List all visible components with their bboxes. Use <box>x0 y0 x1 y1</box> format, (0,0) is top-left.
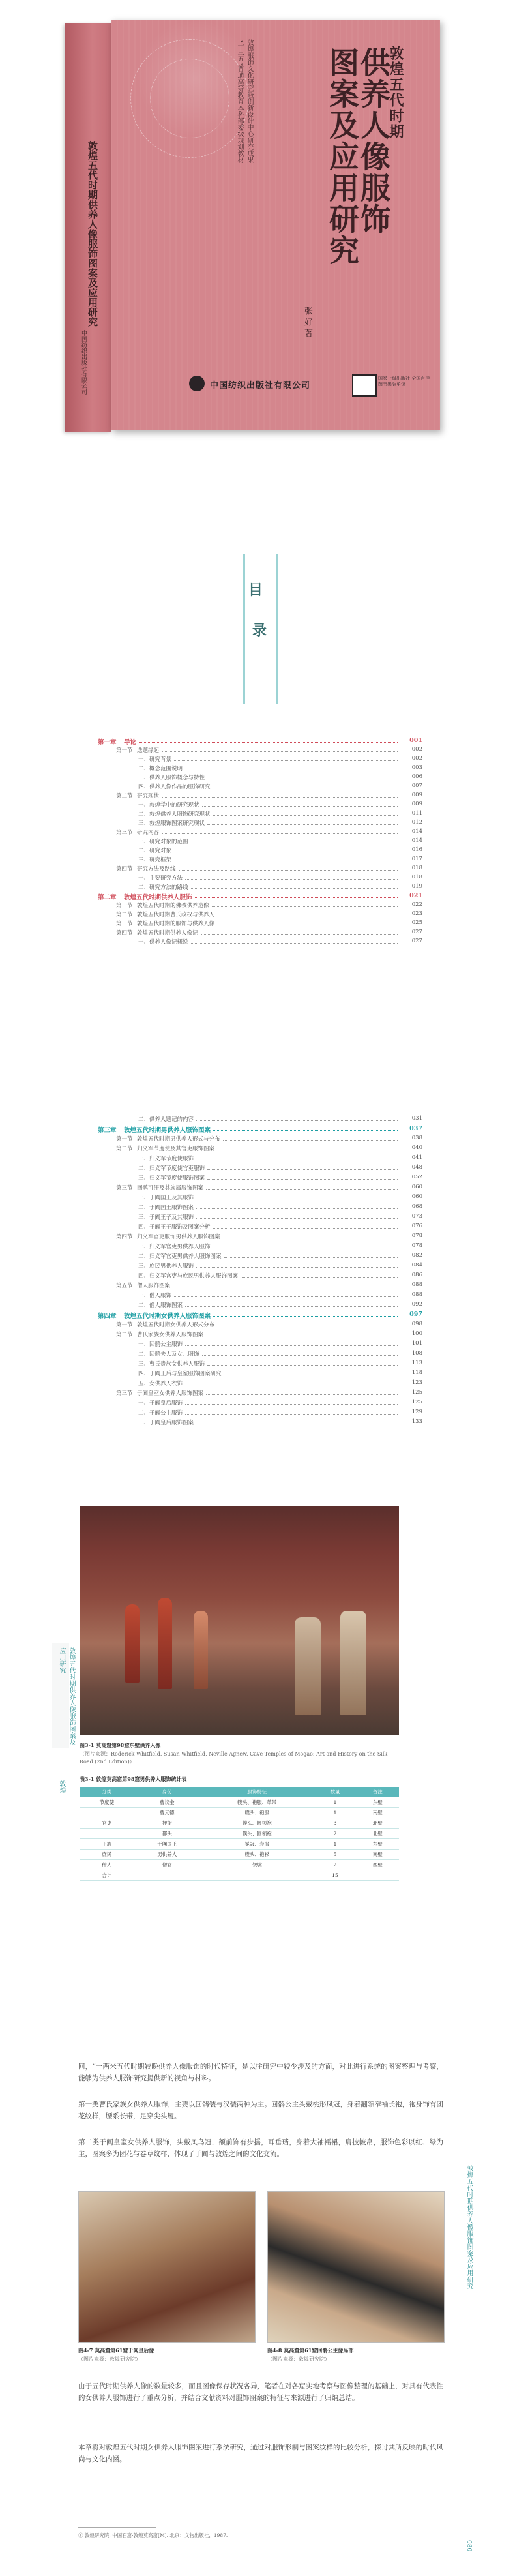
table-cell: 都头 <box>134 1829 200 1839</box>
toc-title: 二、回鹘夫人及女儿服饰 <box>138 1351 199 1358</box>
table-cell: 东壁 <box>357 1797 399 1808</box>
table-row <box>80 1808 399 1818</box>
toc-page: 068 <box>411 1203 422 1210</box>
table-cell: 2 <box>314 1829 356 1839</box>
toc-page: 027 <box>411 929 422 935</box>
toc-page: 006 <box>411 773 422 780</box>
toc-page: 027 <box>411 938 422 944</box>
cover-author: 张 好 著 <box>302 307 312 338</box>
toc-label: 第四节 <box>116 1234 133 1240</box>
toc-title: 敦煌五代时期供养人像记 <box>137 930 198 936</box>
toc-title: 三、研究框架 <box>138 857 172 863</box>
table-cell: 15 <box>314 1870 356 1881</box>
toc-page: 125 <box>411 1389 422 1396</box>
toc-title: 敦煌五代时期女供养人服饰图案 <box>124 1313 211 1320</box>
toc-title: 一、主要研究方法 <box>138 875 183 882</box>
toc-page: 098 <box>411 1321 422 1327</box>
toc-leader <box>185 1345 398 1347</box>
series-line-1: “十三五”普通高等教育本科部委级规划教材 <box>236 39 243 164</box>
page-sidebar <box>52 1643 75 1748</box>
table-cell <box>80 1808 134 1818</box>
table-row <box>80 1860 399 1870</box>
toc-title: 二、研究方法的路线 <box>138 884 188 891</box>
toc-leader <box>241 1277 398 1278</box>
toc-leader <box>223 1238 398 1239</box>
table-cell: 幞头、圆领袍 <box>200 1829 314 1839</box>
cover-title-main-1: 供养人像服饰 <box>356 47 391 235</box>
toc-page: 086 <box>411 1272 422 1278</box>
toc-leader <box>213 1316 398 1317</box>
toc-leader <box>174 760 398 762</box>
table-cell: 王族 <box>80 1839 134 1850</box>
toc-title: 二、于阗公主服饰 <box>138 1410 183 1416</box>
table-header-cell: 服饰特征 <box>200 1787 314 1797</box>
toc-label: 第二章 <box>98 894 117 901</box>
toc-leader <box>207 824 398 826</box>
toc-leader <box>207 1365 398 1366</box>
table-cell <box>200 1870 314 1881</box>
toc-leader <box>217 1326 398 1327</box>
toc-page: 108 <box>411 1350 422 1356</box>
toc-leader <box>191 943 398 944</box>
figure-b-caption: 图4-8 莫高窟第61窟回鹘公主像局部 <box>267 2347 354 2354</box>
toc-title: 二、供养人题记的内容 <box>138 1116 194 1123</box>
toc-leader <box>202 806 398 807</box>
toc-page-2 <box>98 1115 424 1480</box>
table-cell <box>80 1829 134 1839</box>
toc-title: 三、供养人服饰概念与特性 <box>138 775 205 781</box>
toc-leader <box>174 861 398 862</box>
toc-title: 敦煌五代时期曹氏政权与供养人 <box>137 912 215 918</box>
toc-page: 060 <box>411 1193 422 1200</box>
toc-leader <box>174 852 398 853</box>
photo-note: （图片来源：Roderick Whitfield. Susan Whitfield, Neville Agnew. Cave Temples of Mogao: Art and History on the Silk Road (2nd Edition)） <box>80 1751 388 1765</box>
toc-label: 第五节 <box>116 1283 133 1289</box>
table-cell: 1 <box>314 1808 356 1818</box>
toc-page: 021 <box>409 892 422 899</box>
toc-leader <box>185 770 398 771</box>
toc-page: 129 <box>411 1409 422 1415</box>
toc-title: 四、供养人像作品的服饰研究 <box>138 784 211 790</box>
toc-leader <box>196 1267 398 1268</box>
toc-leader <box>162 751 398 753</box>
toc-page: 082 <box>411 1252 422 1259</box>
figure-b-note: （图片来源：敦煌研究院） <box>267 2356 330 2362</box>
toc-title: 归义军官吏服饰男供养人服饰图案 <box>137 1234 220 1240</box>
toc-page: 002 <box>411 755 422 762</box>
toc-title: 二、于阗国王服饰图案 <box>138 1205 194 1211</box>
toc-label: 第一节 <box>116 1136 133 1143</box>
toc-label: 第三节 <box>116 1390 133 1397</box>
paragraph: 回，“一两米五代时期较晚供养人像服饰的时代特征，是以往研究中较少涉及的方面，对此进行系统的图案整理与考察，能够为供养人服饰研究提供新的视角与材料。 <box>78 2063 443 2082</box>
toc-page: 023 <box>411 910 422 917</box>
toc-heading-char-1: 目 <box>248 582 263 599</box>
toc-page: 088 <box>411 1291 422 1298</box>
toc-page: 125 <box>411 1399 422 1405</box>
toc-title: 回鹘可汗及其族属服饰图案 <box>137 1185 204 1191</box>
table-row <box>80 1850 399 1860</box>
toc-label: 第二节 <box>116 793 133 800</box>
toc-leader <box>207 1169 398 1171</box>
toc-page: 084 <box>411 1262 422 1268</box>
table-cell: 押衙 <box>134 1818 200 1829</box>
toc-heading <box>224 554 297 711</box>
paragraph: 第二类于阗皇室女供养人服饰，头戴凤鸟冠，额前饰有步摇，耳垂珰，身着大袖襦裙，肩披帔帛，服饰色彩以红、绿为主，图案多为团花与卷草纹样，体现了于阗与敦煌之间的文化交流。 <box>78 2138 443 2158</box>
toc-leader <box>213 1130 398 1131</box>
toc-page: 092 <box>411 1301 422 1308</box>
book-spine <box>65 23 111 432</box>
toc-title: 一、回鹘公主服饰 <box>138 1341 183 1348</box>
toc-page: 014 <box>411 837 422 844</box>
table-cell: 庶民 <box>80 1850 134 1860</box>
side-label-2: 敦煌 <box>58 1780 65 1793</box>
toc-label: 第二节 <box>116 1146 133 1152</box>
toc-title: 二、归义军节度使官吏服饰 <box>138 1165 205 1172</box>
toc-page: 001 <box>409 737 422 744</box>
toc-label: 第四节 <box>116 930 133 936</box>
table-row <box>80 1870 399 1881</box>
table-cell: 幞头、袍衫 <box>200 1850 314 1860</box>
table-cell: 曹议金 <box>134 1797 200 1808</box>
table-header-cell: 数量 <box>314 1787 356 1797</box>
toc-page: 018 <box>411 874 422 880</box>
toc-leader <box>206 1336 398 1337</box>
toc-page: 003 <box>411 764 422 771</box>
toc-title: 敦煌五代时期的佛教供养造像 <box>137 903 209 909</box>
toc-title: 一、敦煌学中的研究现状 <box>138 802 199 809</box>
side-label: 敦煌五代时期供养人像服饰图案及应用研究 <box>465 2165 473 2289</box>
toc-leader <box>213 1228 398 1229</box>
toc-page: 088 <box>411 1281 422 1288</box>
table-cell: 5 <box>314 1850 356 1860</box>
toc-title: 选题缘起 <box>137 747 160 754</box>
toc-leader <box>196 1424 398 1425</box>
toc-title: 二、僧人服饰图案 <box>138 1302 183 1309</box>
toc-leader <box>206 1394 398 1396</box>
toc-title: 研究内容 <box>137 830 160 836</box>
toc-page: 100 <box>411 1330 422 1337</box>
toc-leader <box>201 934 398 935</box>
toc-title: 四、于阗王后与皇室服饰图案研究 <box>138 1371 222 1377</box>
toc-page: 007 <box>411 783 422 789</box>
toc-title: 一、归义军节度使服饰 <box>138 1156 194 1162</box>
toc-page: 037 <box>409 1125 422 1132</box>
toc-title: 于阗皇室女供养人服饰图案 <box>137 1390 204 1397</box>
table-cell: 1 <box>314 1797 356 1808</box>
toc-page: 016 <box>411 846 422 853</box>
toc-title: 三、归义军节度使服饰图案 <box>138 1175 205 1182</box>
toc-leader <box>223 1140 398 1141</box>
toc-title: 研究方法及路线 <box>137 866 176 873</box>
mural-figure <box>194 1611 208 1689</box>
qr-code-icon <box>352 374 377 397</box>
toc-label: 第三章 <box>98 1127 117 1134</box>
publisher-name: 中国纺织出版社有限公司 <box>210 381 311 391</box>
toc-heading-char-2: 录 <box>252 622 267 639</box>
table-cell: 1 <box>314 1839 356 1850</box>
toc-title: 一、供养人像记概说 <box>138 939 188 946</box>
toc-leader <box>217 916 398 917</box>
toc-page: 019 <box>411 883 422 890</box>
toc-title: 五、女供养人衣饰 <box>138 1381 183 1387</box>
mural-figure <box>295 1617 321 1715</box>
toc-label: 第一节 <box>116 903 133 909</box>
book-cover <box>65 20 450 437</box>
toc-title: 敦煌五代时期男供养人服饰图案 <box>124 1127 211 1134</box>
toc-leader <box>185 1385 398 1386</box>
table-cell: 曹元德 <box>134 1808 200 1818</box>
toc-label: 第三节 <box>116 921 133 927</box>
toc-title: 敦煌五代时期女供养人形式分布 <box>137 1322 215 1328</box>
toc-page: 097 <box>409 1311 422 1318</box>
toc-page: 060 <box>411 1184 422 1190</box>
table-cell: 3 <box>314 1818 356 1829</box>
toc-title: 四、归义军宫吏与庶民男供养人服饰图案 <box>138 1273 239 1280</box>
publisher-logo-icon <box>189 376 205 391</box>
toc-leader <box>217 1150 398 1151</box>
toc-page: 041 <box>411 1154 422 1161</box>
cover-face <box>111 20 440 430</box>
publisher-bar <box>189 372 430 398</box>
toc-label: 第一节 <box>116 1322 133 1328</box>
toc-leader <box>213 815 398 816</box>
table-cell: 合计 <box>80 1870 134 1881</box>
toc-page: 113 <box>411 1360 422 1366</box>
table-title: 表3-1 敦煌莫高窟第98窟男供养人服饰统计表 <box>80 1776 187 1782</box>
toc-page: 101 <box>411 1340 422 1347</box>
figure-image-b <box>267 2191 445 2343</box>
cover-title-main-2: 图案及应用研究 <box>325 47 360 266</box>
toc-page: 048 <box>411 1164 422 1171</box>
toc-leader <box>224 1375 398 1376</box>
toc-page: 022 <box>411 901 422 908</box>
paragraph: 第一类曹氏家族女供养人服饰，主要以回鹘装与汉装两种为主。回鹘公主头戴桃形凤冠，身着翻领窄袖长袍，袍身饰有团花纹样，腰系长带，足穿尖头履。 <box>78 2101 443 2120</box>
toc-leader <box>196 1208 398 1210</box>
mural-figure <box>125 1604 140 1683</box>
toc-title: 四、于阗王子服饰及图案分析 <box>138 1224 211 1231</box>
toc-page: 040 <box>411 1145 422 1151</box>
toc-page: 078 <box>411 1242 422 1249</box>
toc-leader <box>196 1199 398 1200</box>
table-header-cell: 备注 <box>357 1787 399 1797</box>
paragraph: 由于五代时期供养人像的数量较多，而且图像保存状况各异，笔者在对各窟实地考察与图像整理的基础上，对具有代表性的女供养人服饰进行了重点分析，并结合文献资料对服饰图案的特征与来源进行了归纳总结。 <box>78 2382 443 2402</box>
table-cell: 节度使 <box>80 1797 134 1808</box>
toc-leader <box>206 1189 398 1190</box>
toc-label: 第二节 <box>116 1332 133 1338</box>
qr-text: 国家一级出版社 全国百佳图书出版单位 <box>378 376 430 387</box>
statistics-table <box>80 1787 399 1881</box>
footnote-rule <box>78 2527 156 2528</box>
toc-leader <box>224 1257 398 1259</box>
table-header-cell: 身份 <box>134 1787 200 1797</box>
toc-title: 一、研究背景 <box>138 756 172 763</box>
toc-page: 014 <box>411 828 422 835</box>
toc-title: 曹氏家族女供养人服饰图案 <box>137 1332 204 1338</box>
toc-label: 第三节 <box>116 1185 133 1191</box>
toc-leader <box>179 870 398 871</box>
toc-leader <box>213 1248 398 1249</box>
toc-label: 第一章 <box>98 739 117 746</box>
toc-leader <box>191 843 398 844</box>
toc-leader <box>202 1355 398 1356</box>
toc-leader <box>196 1160 398 1161</box>
toc-leader <box>139 742 398 743</box>
toc-leader <box>207 1179 398 1180</box>
toc-leader <box>212 906 398 908</box>
toc-label: 第三节 <box>116 830 133 836</box>
toc-page: 118 <box>411 1370 422 1376</box>
table-cell <box>357 1870 399 1881</box>
table-cell: 南壁 <box>357 1850 399 1860</box>
toc-title: 一、归义军官吏男供养人服饰 <box>138 1244 211 1250</box>
cover-title-top: 敦煌五代时期 <box>387 46 404 140</box>
table-cell: 男供养人 <box>134 1850 200 1860</box>
toc-title: 三、敦煌服饰图案研究现状 <box>138 820 205 827</box>
toc-page: 025 <box>411 920 422 926</box>
table-cell: 冕冠、衮服 <box>200 1839 314 1850</box>
table-cell: 官吏 <box>80 1818 134 1829</box>
side-label: 敦煌五代时期供养人像服饰图案及应用研究 <box>58 1647 75 1745</box>
table-cell: 北壁 <box>357 1829 399 1839</box>
toc-title: 导论 <box>124 739 137 746</box>
toc-title: 二、归义军官吏男供养人服饰图案 <box>138 1253 222 1260</box>
cover-ornament-inner <box>150 59 229 138</box>
toc-page: 012 <box>411 819 422 826</box>
toc-leader <box>162 833 398 835</box>
toc-page: 011 <box>411 810 422 816</box>
toc-leader <box>162 797 398 798</box>
table-cell: 幞头、袍服 <box>200 1808 314 1818</box>
toc-title: 二、概念范围说明 <box>138 766 183 772</box>
toc-title: 敦煌五代时期男供养人形式与分布 <box>137 1136 220 1143</box>
table-cell: 东壁 <box>357 1839 399 1850</box>
toc-title: 二、敦煌供养人服饰研究现状 <box>138 811 211 818</box>
toc-label: 第四节 <box>116 866 133 873</box>
toc-leader <box>173 1287 398 1288</box>
toc-leader <box>217 925 398 926</box>
toc-page: 018 <box>411 865 422 871</box>
table-row <box>80 1797 399 1808</box>
table-row <box>80 1829 399 1839</box>
table-cell: 北壁 <box>357 1818 399 1829</box>
spine-publisher: 中国纺织出版社有限公司 <box>80 330 87 395</box>
paragraph: 本章将对敦煌五代时期女供养人服饰图案进行系统研究，通过对服饰形制与图案纹样的比较分析，探讨其所反映的时代风尚与文化内涵。 <box>78 2444 443 2463</box>
toc-label: 第一节 <box>116 747 133 754</box>
toc-title: 一、于阗国王及其服饰 <box>138 1195 194 1201</box>
toc-page: 073 <box>411 1213 422 1220</box>
toc-title: 一、于阗皇后服饰 <box>138 1400 183 1407</box>
toc-leader <box>196 1120 398 1122</box>
table-cell <box>134 1870 200 1881</box>
page-number: 080 <box>465 2540 472 2552</box>
toc-title: 敦煌五代时期的服饰与供养人像 <box>137 921 215 927</box>
figure-a-note: （图片来源：敦煌研究院） <box>78 2356 141 2362</box>
footnote: ① 敦煌研究院. 中国石窟·敦煌莫高窟[M]. 北京：文物出版社，1987. <box>78 2532 228 2538</box>
toc-page: 076 <box>411 1223 422 1229</box>
photo-caption: 图3-1 莫高窟第98窟东壁供养人像 <box>80 1742 161 1748</box>
spine-title: 敦煌五代时期供养人像服饰图案及应用研究 <box>87 141 98 327</box>
toc-page: 017 <box>411 856 422 862</box>
table-row <box>80 1839 399 1850</box>
toc-title: 研究现状 <box>137 793 160 800</box>
toc-label: 第二节 <box>116 912 133 918</box>
toc-leader <box>213 788 398 789</box>
table-cell: 西壁 <box>357 1860 399 1870</box>
toc-leader <box>185 1404 398 1405</box>
table-cell: 幞头、袍服、革带 <box>200 1797 314 1808</box>
toc-title: 三、曹氏贵族女供养人服饰 <box>138 1361 205 1368</box>
toc-page: 123 <box>411 1379 422 1386</box>
toc-title: 二、研究对象 <box>138 848 172 854</box>
toc-page: 009 <box>411 792 422 798</box>
toc-label: 第四章 <box>98 1313 117 1320</box>
table-cell: 南壁 <box>357 1808 399 1818</box>
table-cell: 僧官 <box>134 1860 200 1870</box>
text-page <box>26 2061 495 2556</box>
table-cell: 2 <box>314 1860 356 1870</box>
toc-title: 一、研究对象的范围 <box>138 839 188 845</box>
toc-title: 三、于阗皇后服饰图案 <box>138 1420 194 1426</box>
toc-leader <box>185 1306 398 1308</box>
toc-title: 三、于阗王子及其服饰 <box>138 1214 194 1221</box>
figure-image-a <box>78 2191 256 2343</box>
mural-figure <box>158 1598 172 1689</box>
table-cell: 僧人 <box>80 1860 134 1870</box>
figure-page <box>26 1506 495 1956</box>
toc-leader <box>185 879 398 880</box>
table-header-cell: 分类 <box>80 1787 134 1797</box>
toc-page: 002 <box>411 746 422 753</box>
mural-photo <box>80 1506 399 1735</box>
table-cell: 袈裟 <box>200 1860 314 1870</box>
table-cell: 于阗国王 <box>134 1839 200 1850</box>
toc-title: 僧人服饰图案 <box>137 1283 171 1289</box>
table-cell: 幞头、圆领袍 <box>200 1818 314 1829</box>
toc-page: 052 <box>411 1174 422 1180</box>
toc-title: 归义军节度使及其官吏服饰图案 <box>137 1146 215 1152</box>
table-row <box>80 1818 399 1829</box>
toc-leader <box>207 779 398 780</box>
toc-leader <box>195 897 398 899</box>
toc-title: 敦煌五代时期供养人服饰 <box>124 894 192 901</box>
mural-figure <box>340 1611 366 1715</box>
toc-leader <box>191 888 398 890</box>
series-line-2: 敦煌服饰文化研究暨创新设计中心研究成果 <box>246 39 253 163</box>
toc-page: 031 <box>411 1115 422 1122</box>
toc-page: 078 <box>411 1233 422 1239</box>
toc-leader <box>185 1414 398 1415</box>
toc-page: 133 <box>411 1418 422 1425</box>
toc-leader <box>174 1296 398 1298</box>
toc-title: 一、僧人服饰 <box>138 1293 172 1299</box>
toc-page: 009 <box>411 801 422 807</box>
toc-leader <box>196 1218 398 1220</box>
toc-title: 三、庶民男供养人服饰 <box>138 1263 194 1270</box>
figure-a-caption: 图4-7 莫高窟第61窟于阗皇后像 <box>78 2347 154 2354</box>
toc-page: 038 <box>411 1135 422 1141</box>
toc-page-1 <box>98 737 424 1063</box>
